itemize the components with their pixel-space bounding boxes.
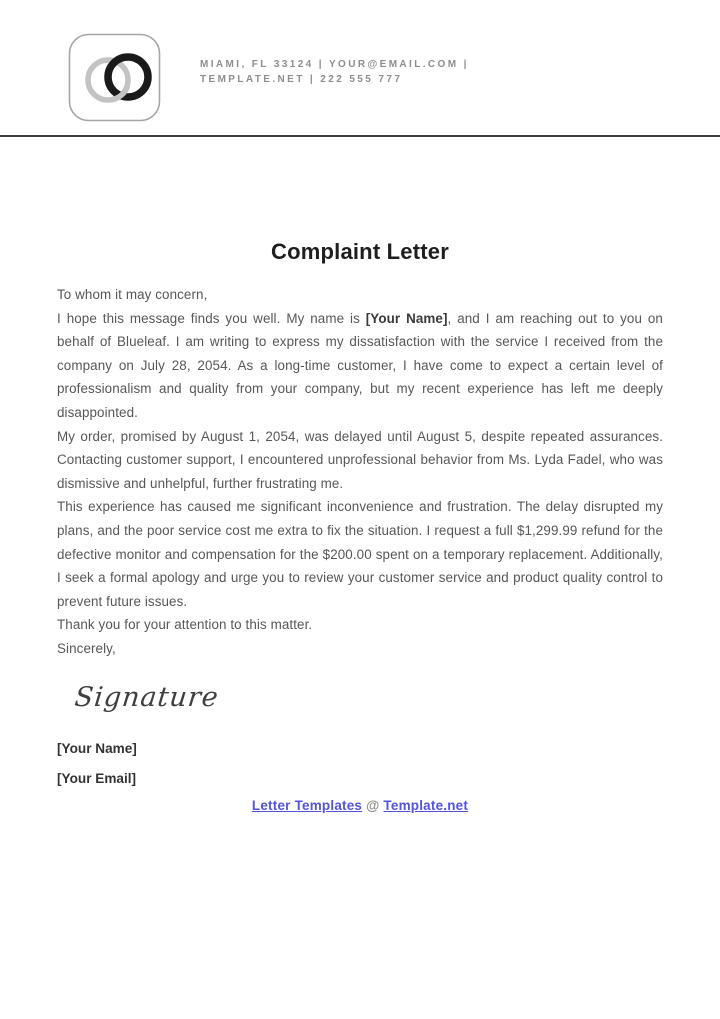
letterhead: [0, 0, 720, 122]
paragraph-refund-request: This experience has caused me significant inconvenience and frustration. The delay disrupted my plans, and the poor service cost me extra to fix the situation. I request a full $1,299.99 refund for the defective monitor and compensation for the $200.00 spent on a temporary replacement. Additionally, I seek a formal apology and urge you to review your customer service and product quality control to prevent future issues.: [57, 499, 663, 609]
sender-name-placeholder: [Your Name]: [57, 740, 137, 756]
closing-thanks: Thank you for your attention to this matter.: [57, 617, 313, 633]
your-name-placeholder: [Your Name]: [365, 310, 448, 326]
intro-text-post: , and I am reaching out to you on behalf of Blueleaf. I am writing to express my dissatisfaction with the service I received from the company on July 28, 2054. As a long-time customer, I have come to expect a certain level of professionalism and quality from your company, but my recent experience has left me deeply disappointed.: [57, 310, 663, 420]
signature-script: Signature: [73, 681, 221, 713]
letter-body: [0, 238, 720, 786]
intro-text-pre: I hope this message finds you well. My name is: [57, 310, 366, 326]
footer-separator: @: [366, 797, 380, 813]
letter-title: Complaint Letter: [271, 239, 449, 264]
interlocking-rings-icon: [68, 33, 161, 122]
contact-line-2: TEMPLATE.NET | 222 555 777: [200, 74, 403, 85]
salutation: To whom it may concern,: [57, 287, 208, 302]
paragraph-intro: [57, 307, 663, 425]
template-net-link[interactable]: Template.net: [383, 797, 469, 813]
header-divider: [0, 135, 720, 137]
company-logo: [68, 33, 161, 122]
closing-sincerely: Sincerely,: [57, 640, 116, 656]
sender-email-placeholder: [Your Email]: [57, 770, 137, 786]
template-footer: [0, 798, 720, 813]
paragraph-order-issue: My order, promised by August 1, 2054, was delayed until August 5, despite repeated assurances. Contacting customer support, I encountered unprofessional behavior from Ms. Lyda Fadel, who was dismissive and unhelpful, further frustrating me.: [57, 428, 663, 491]
letter-templates-link[interactable]: Letter Templates: [251, 797, 363, 813]
contact-line-1: MIAMI, FL 33124 | YOUR@EMAIL.COM |: [200, 59, 469, 70]
contact-info: [200, 57, 469, 87]
